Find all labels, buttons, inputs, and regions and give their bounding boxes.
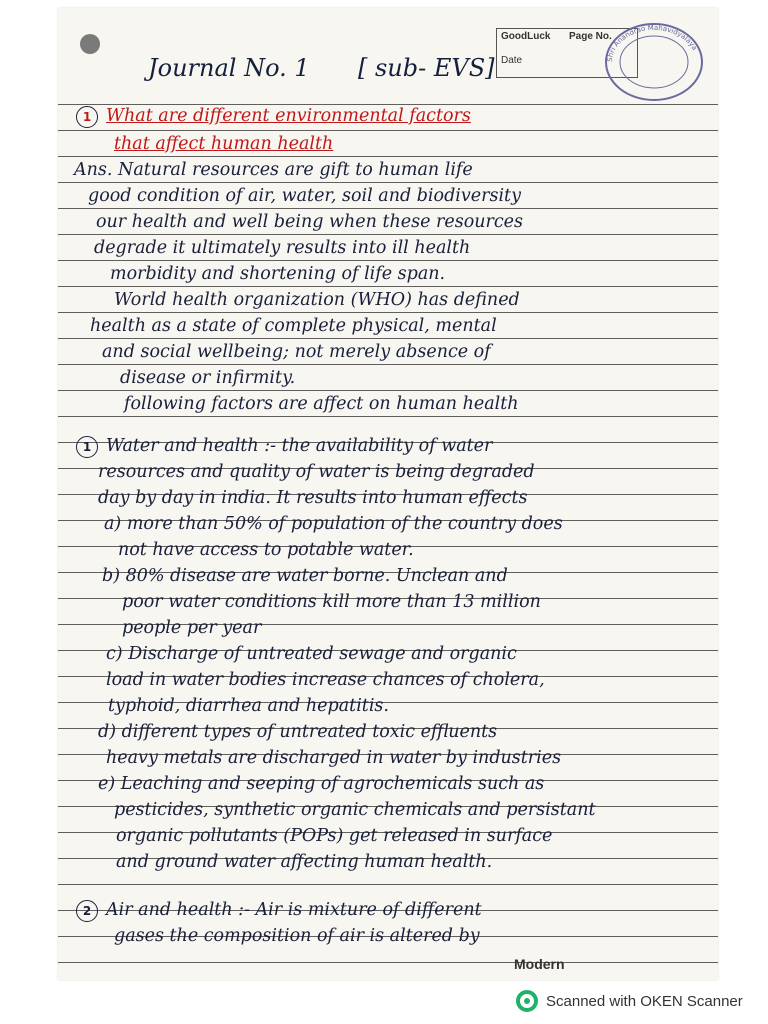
text-line: gases the composition of air is altered by	[114, 926, 480, 946]
text-line: people per year	[122, 618, 262, 638]
ruled-line	[58, 286, 718, 287]
ruled-line	[58, 962, 718, 963]
oken-scanner-icon	[516, 990, 538, 1012]
question-line-2: that affect human health	[114, 134, 334, 154]
text-line: disease or infirmity.	[120, 368, 296, 388]
ruled-line	[58, 234, 718, 235]
ruled-line	[58, 338, 718, 339]
question-line-1: 1 What are different environmental factors	[76, 106, 471, 128]
ruled-line	[58, 364, 718, 365]
stamp-text: Shri Anandrao Mahavidyalaya	[605, 23, 699, 63]
text-line: typhoid, diarrhea and hepatitis.	[108, 696, 389, 716]
text-line: a) more than 50% of population of the country does	[104, 514, 563, 534]
answer-line: Ans. Natural resources are gift to human life	[74, 160, 473, 180]
section-number: 1	[76, 436, 98, 458]
ruled-line	[58, 416, 718, 417]
ruled-line	[58, 390, 718, 391]
section-heading-air: 2 Air and health :- Air is mixture of different	[76, 900, 482, 922]
date-label: Date	[501, 55, 523, 66]
text-line: pesticides, synthetic organic chemicals and persistant	[114, 800, 596, 820]
text-line: our health and well being when these resources	[96, 212, 524, 232]
college-stamp	[596, 20, 708, 104]
text-line: good condition of air, water, soil and biodiversity	[88, 186, 521, 206]
text-line: and ground water affecting human health.	[116, 852, 493, 872]
svg-text:Shri Anandrao Mahavidyalaya	[606, 24, 699, 62]
notebook-page	[58, 8, 718, 980]
text-line: e) Leaching and seeping of agrochemicals such as	[98, 774, 545, 794]
text-line: heavy metals are discharged in water by industries	[106, 748, 562, 768]
question-number: 1	[76, 106, 98, 128]
scanner-watermark	[516, 990, 743, 1012]
ruled-line	[58, 884, 718, 885]
text-line: c) Discharge of untreated sewage and organic	[106, 644, 517, 664]
text-line: and social wellbeing; not merely absence of	[102, 342, 491, 362]
text-line: load in water bodies increase chances of cholera,	[106, 670, 545, 690]
text-line: following factors are affect on human health	[124, 394, 519, 414]
journal-title: Journal No. 1	[148, 54, 310, 82]
text-line: day by day in india. It results into human effects	[98, 488, 528, 508]
text-line: health as a state of complete physical, mental	[90, 316, 497, 336]
ruled-line	[58, 182, 718, 183]
text-line: morbidity and shortening of life span.	[110, 264, 446, 284]
brand-label: GoodLuck	[501, 31, 551, 42]
ruled-line	[58, 312, 718, 313]
scanner-text: Scanned with OKEN Scanner	[546, 992, 743, 1010]
ruled-line	[58, 260, 718, 261]
ruled-line	[58, 208, 718, 209]
section-number: 2	[76, 900, 98, 922]
text-line: b) 80% disease are water borne. Unclean and	[102, 566, 508, 586]
text-line: d) different types of untreated toxic effluents	[98, 722, 498, 742]
text-line: degrade it ultimately results into ill health	[94, 238, 471, 258]
subject-title: [ sub- EVS]	[358, 54, 495, 82]
binder-hole	[80, 34, 100, 54]
text-line: World health organization (WHO) has defined	[114, 290, 520, 310]
ruled-line	[58, 156, 718, 157]
section-heading-water: 1 Water and health :- the availability of water	[76, 436, 492, 458]
ruled-line	[58, 130, 718, 131]
notebook-brand: Modern	[514, 956, 565, 972]
text-line: organic pollutants (POPs) get released in surface	[116, 826, 553, 846]
page-no-label: Page No.	[569, 31, 612, 42]
text-line: resources and quality of water is being degraded	[98, 462, 535, 482]
ruled-line	[58, 104, 718, 105]
text-line: poor water conditions kill more than 13 million	[122, 592, 541, 612]
text-line: not have access to potable water.	[118, 540, 414, 560]
